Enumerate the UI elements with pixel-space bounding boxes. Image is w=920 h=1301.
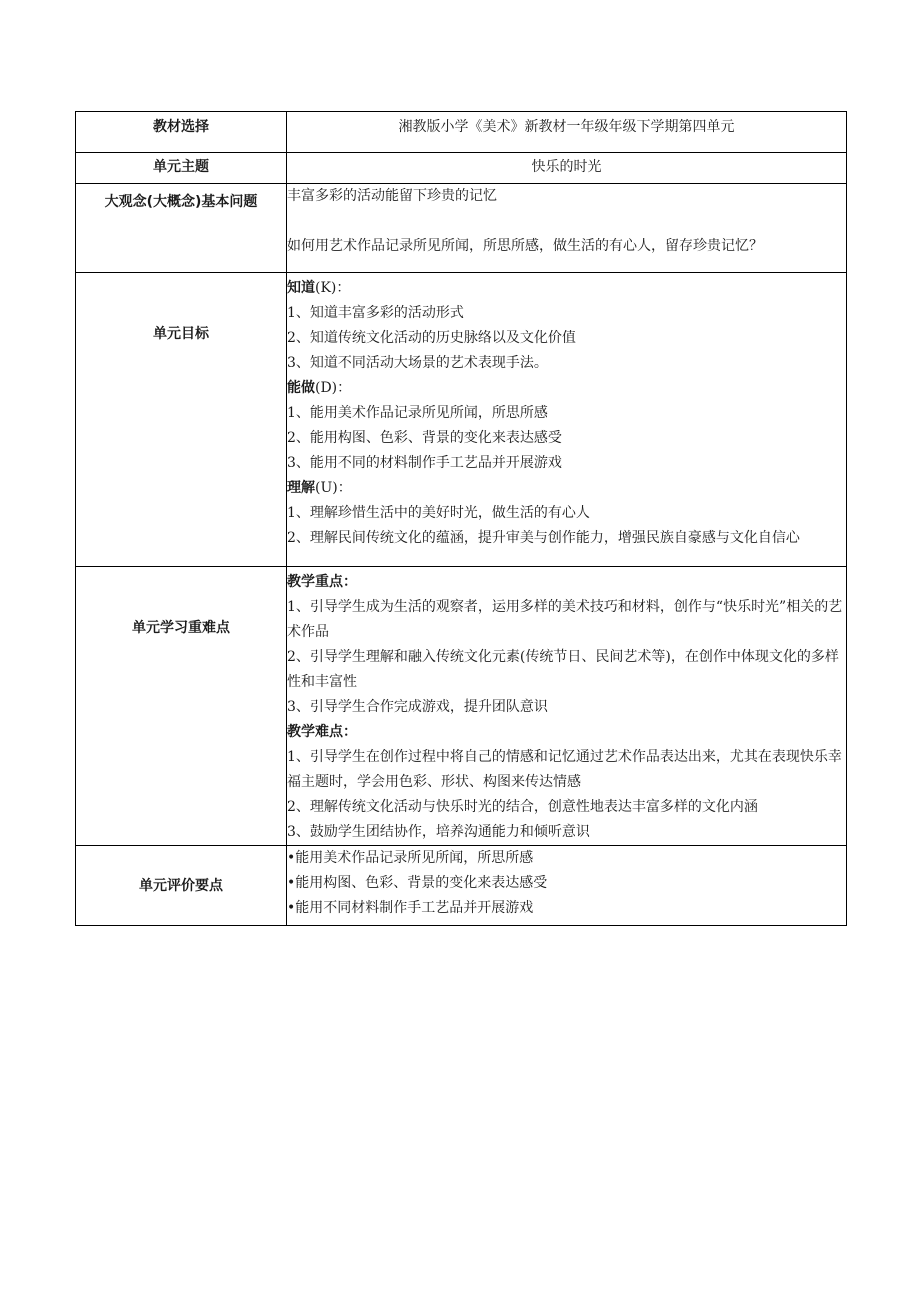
focus-heading: 教学重点： xyxy=(287,574,357,590)
value-material: 湘教版小学《美术》新教材一年级年级下学期第四单元 xyxy=(287,112,847,153)
row-key-points xyxy=(76,567,847,846)
list-item: 3、引导学生合作完成游戏，提升团队意识 xyxy=(287,699,548,715)
list-item: •能用构图、色彩、背景的变化来表达感受 xyxy=(287,875,548,891)
list-item: 1、知道丰富多彩的活动形式 xyxy=(287,305,464,321)
value-theme: 快乐的时光 xyxy=(287,153,847,184)
label-key-points: 单元学习重难点 xyxy=(76,567,287,846)
list-item: 3、鼓励学生团结协作，培养沟通能力和倾听意识 xyxy=(287,824,590,840)
big-idea-question: 如何用艺术作品记录所见所闻，所思所感，做生活的有心人，留存珍贵记忆？ xyxy=(287,238,763,254)
row-evaluation xyxy=(76,846,847,926)
value-goals xyxy=(287,273,847,567)
unit-plan-table xyxy=(75,111,847,926)
value-evaluation xyxy=(287,846,847,926)
row-material xyxy=(76,112,847,153)
label-theme: 单元主题 xyxy=(76,153,287,184)
label-big-idea: 大观念(大概念)基本问题 xyxy=(76,184,287,273)
goals-understand-heading: 理解(U)： xyxy=(287,480,352,496)
list-item: 1、理解珍惜生活中的美好时光，做生活的有心人 xyxy=(287,505,590,521)
list-item: 2、引导学生理解和融入传统文化元素(传统节日、民间艺术等)，在创作中体现文化的多样性和丰富性 xyxy=(287,649,839,690)
label-material: 教材选择 xyxy=(76,112,287,153)
list-item: 2、理解传统文化活动与快乐时光的结合，创意性地表达丰富多样的文化内涵 xyxy=(287,799,758,815)
label-goals: 单元目标 xyxy=(76,273,287,567)
goals-do-heading: 能做(D)： xyxy=(287,380,352,396)
list-item: 2、知道传统文化活动的历史脉络以及文化价值 xyxy=(287,330,576,346)
goals-know-heading: 知道(K)： xyxy=(287,280,351,296)
list-item: 2、能用构图、色彩、背景的变化来表达感受 xyxy=(287,430,562,446)
difficulty-heading: 教学难点： xyxy=(287,724,357,740)
list-item: •能用美术作品记录所见所闻，所思所感 xyxy=(287,850,534,866)
list-item: 1、引导学生在创作过程中将自己的情感和记忆通过艺术作品表达出来，尤其在表现快乐幸福主题时，学会用色彩、形状、构图来传达情感 xyxy=(287,749,842,790)
list-item: •能用不同材料制作手工艺品并开展游戏 xyxy=(287,900,534,916)
row-goals xyxy=(76,273,847,567)
value-big-idea xyxy=(287,184,847,273)
big-idea-concept: 丰富多彩的活动能留下珍贵的记忆 xyxy=(287,188,497,204)
list-item: 3、知道不同活动大场景的艺术表现手法。 xyxy=(287,355,548,371)
row-big-idea xyxy=(76,184,847,273)
list-item: 2、理解民间传统文化的蕴涵，提升审美与创作能力，增强民族自豪感与文化自信心 xyxy=(287,530,800,546)
label-evaluation: 单元评价要点 xyxy=(76,846,287,926)
list-item: 1、能用美术作品记录所见所闻，所思所感 xyxy=(287,405,548,421)
row-theme xyxy=(76,153,847,184)
value-key-points xyxy=(287,567,847,846)
list-item: 3、能用不同的材料制作手工艺品并开展游戏 xyxy=(287,455,562,471)
list-item: 1、引导学生成为生活的观察者，运用多样的美术技巧和材料，创作与“快乐时光”相关的艺术作品 xyxy=(287,599,843,640)
